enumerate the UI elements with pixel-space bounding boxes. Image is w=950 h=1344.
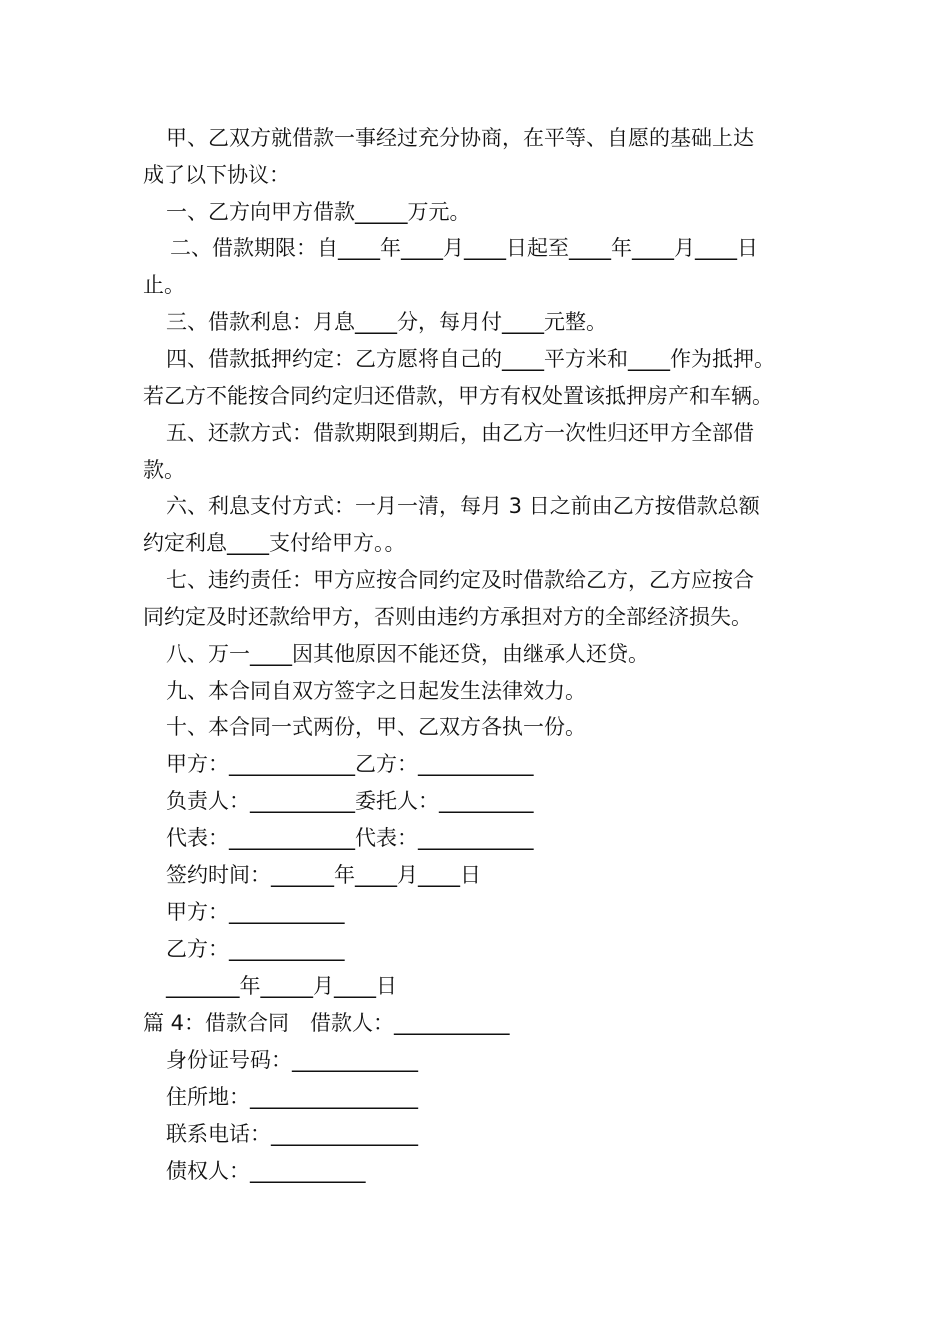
clause-4-line-2: 若乙方不能按合同约定归还借款，甲方有权处置该抵押房产和车辆。 xyxy=(143,384,773,408)
section-4-heading: 篇 4：借款合同 借款人：___________ xyxy=(143,1011,510,1035)
signature-representatives: 代表：____________代表：___________ xyxy=(166,826,534,850)
clause-7-line-2: 同约定及时还款给甲方，否则由违约方承担对方的全部经济损失。 xyxy=(143,605,752,629)
clause-4-line-1: 四、借款抵押约定：乙方愿将自己的____平方米和____作为抵押。 xyxy=(166,347,775,371)
clause-5-line-1: 五、还款方式：借款期限到期后，由乙方一次性归还甲方全部借 xyxy=(166,421,754,445)
clause-2-line-2: 止。 xyxy=(143,273,185,297)
clause-7-line-1: 七、违约责任：甲方应按合同约定及时借款给乙方，乙方应按合 xyxy=(166,568,754,592)
clause-2-line-1: 二、借款期限：自____年____月____日起至____年____月____日 xyxy=(170,236,758,260)
creditor-field: 债权人：___________ xyxy=(166,1159,366,1183)
clause-9: 九、本合同自双方签字之日起发生法律效力。 xyxy=(166,679,586,703)
signature-responsible-entrusted: 负责人：__________委托人：_________ xyxy=(166,789,534,813)
id-number-field: 身份证号码：____________ xyxy=(166,1048,418,1072)
clause-8: 八、万一____因其他原因不能还贷，由继承人还贷。 xyxy=(166,642,649,666)
clause-1: 一、乙方向甲方借款_____万元。 xyxy=(166,200,471,224)
signature-party-b: 乙方：___________ xyxy=(166,937,345,961)
address-field: 住所地：________________ xyxy=(166,1085,418,1109)
phone-field: 联系电话：______________ xyxy=(166,1122,418,1146)
clause-10: 十、本合同一式两份，甲、乙双方各执一份。 xyxy=(166,715,586,739)
signature-date: _______年_____月____日 xyxy=(166,974,397,998)
clause-6-line-2: 约定利息____支付给甲方。。 xyxy=(143,531,406,555)
signing-date: 签约时间：______年____月____日 xyxy=(166,863,481,887)
paragraph-intro-line-2: 成了以下协议： xyxy=(143,163,290,187)
signature-party-a-b: 甲方：____________乙方：___________ xyxy=(166,752,534,776)
clause-5-line-2: 款。 xyxy=(143,458,185,482)
paragraph-intro-line-1: 甲、乙双方就借款一事经过充分协商，在平等、自愿的基础上达 xyxy=(166,126,754,150)
clause-6-line-1: 六、利息支付方式：一月一清，每月 3 日之前由乙方按借款总额 xyxy=(166,494,760,518)
signature-party-a: 甲方：___________ xyxy=(166,900,345,924)
clause-3: 三、借款利息：月息____分，每月付____元整。 xyxy=(166,310,607,334)
